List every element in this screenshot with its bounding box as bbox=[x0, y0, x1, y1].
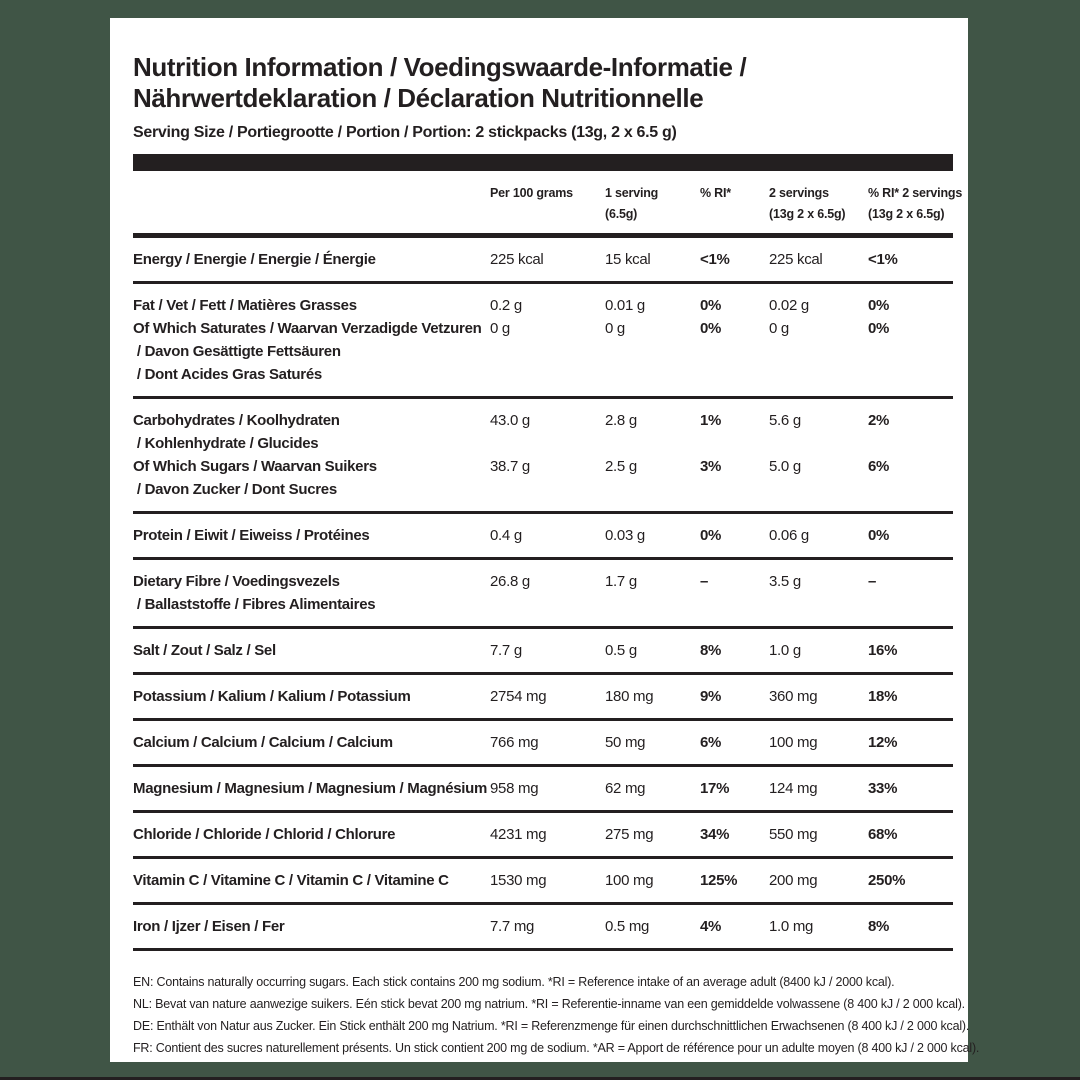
table-row-vitamin-c bbox=[133, 859, 953, 905]
value-line: 0% bbox=[868, 320, 890, 337]
value-line: 0.02 g bbox=[769, 297, 809, 314]
label-line: Carbohydrates / Koolhydraten bbox=[133, 412, 340, 429]
table-row-dietary-fibre bbox=[133, 560, 953, 629]
value-line: 6% bbox=[868, 458, 890, 475]
panel-title bbox=[133, 52, 953, 114]
value-line: 0 g bbox=[605, 320, 625, 337]
row-cell-per100 bbox=[490, 869, 605, 892]
row-cell-per100 bbox=[490, 409, 605, 501]
value-line: 50 mg bbox=[605, 734, 646, 751]
value-line: 0.06 g bbox=[769, 527, 809, 544]
footnote-en: EN: Contains naturally occurring sugars. Each stick contains 200 mg sodium. *RI = Reference intake of an average adult (8400 kJ / 2000 kcal). bbox=[133, 975, 895, 989]
header-cell-2servings bbox=[769, 183, 868, 225]
header-line: % RI* 2 servings bbox=[868, 186, 963, 200]
value-line: 33% bbox=[868, 780, 898, 797]
value-line: 0% bbox=[868, 297, 890, 314]
row-cell-ri bbox=[700, 248, 769, 271]
row-cell-2servings bbox=[769, 685, 868, 708]
row-cell-1serving bbox=[605, 777, 700, 800]
title-line-1: Nutrition Information / Voedingswaarde-Informatie / bbox=[133, 52, 747, 82]
title-line-2: Nährwertdeklaration / Déclaration Nutritionnelle bbox=[133, 83, 704, 113]
row-cell-2servings bbox=[769, 869, 868, 892]
value-line: 3% bbox=[700, 458, 722, 475]
value-line: 0.03 g bbox=[605, 527, 645, 544]
footnote-fr: FR: Contient des sucres naturellement présents. Un stick contient 200 mg de sodium. *AR = Apport de référence pour un adulte moyen (8 400 kJ / 2 000 kcal). bbox=[133, 1041, 980, 1055]
row-cell-2servings bbox=[769, 570, 868, 616]
row-label bbox=[133, 409, 490, 501]
row-cell-1serving bbox=[605, 731, 700, 754]
row-label bbox=[133, 731, 490, 754]
row-cell-ri-2servings bbox=[868, 915, 953, 938]
value-line: 0.5 g bbox=[605, 642, 637, 659]
row-label bbox=[133, 823, 490, 846]
row-cell-2servings bbox=[769, 639, 868, 662]
row-cell-ri-2servings bbox=[868, 869, 953, 892]
label-line: Of Which Sugars / Waarvan Suikers bbox=[133, 458, 377, 475]
value-line: 4231 mg bbox=[490, 826, 547, 843]
row-cell-ri bbox=[700, 869, 769, 892]
value-line: 0% bbox=[868, 527, 890, 544]
footnote-de: DE: Enthält von Natur aus Zucker. Ein Stick enthält 200 mg Natrium. *RI = Referenzmenge für einen durchschnittlichen Erwachsenen (8 400 kJ / 2 000 kcal). bbox=[133, 1019, 970, 1033]
value-line: 18% bbox=[868, 688, 898, 705]
header-cell-1serving bbox=[605, 183, 700, 225]
header-line: (13g 2 x 6.5g) bbox=[769, 207, 846, 221]
value-line: 7.7 mg bbox=[490, 918, 535, 935]
serving-size-line: Serving Size / Portiegrootte / Portion / Portion: 2 stickpacks (13g, 2 x 6.5 g) bbox=[133, 124, 677, 141]
value-line: 43.0 g bbox=[490, 412, 530, 429]
value-line: <1% bbox=[868, 251, 898, 268]
row-cell-ri bbox=[700, 685, 769, 708]
value-line: 0% bbox=[700, 527, 722, 544]
value-line: 100 mg bbox=[769, 734, 818, 751]
table-row-calcium bbox=[133, 721, 953, 767]
row-cell-1serving bbox=[605, 524, 700, 547]
value-line: 26.8 g bbox=[490, 573, 530, 590]
divider-bar-thick bbox=[133, 154, 953, 171]
row-cell-ri bbox=[700, 777, 769, 800]
row-label bbox=[133, 524, 490, 547]
value-line: 1.7 g bbox=[605, 573, 637, 590]
value-line: 62 mg bbox=[605, 780, 646, 797]
value-line: 38.7 g bbox=[490, 458, 530, 475]
value-line: 0.5 mg bbox=[605, 918, 650, 935]
label-line: / Davon Zucker / Dont Sucres bbox=[133, 481, 337, 498]
row-cell-ri-2servings bbox=[868, 731, 953, 754]
value-line: 1530 mg bbox=[490, 872, 547, 889]
label-line: / Ballaststoffe / Fibres Alimentaires bbox=[133, 596, 376, 613]
header-line: 2 servings bbox=[769, 186, 829, 200]
value-line: 100 mg bbox=[605, 872, 654, 889]
value-line: 0.4 g bbox=[490, 527, 522, 544]
row-cell-1serving bbox=[605, 823, 700, 846]
table-row-chloride bbox=[133, 813, 953, 859]
row-cell-1serving bbox=[605, 869, 700, 892]
value-line bbox=[769, 432, 868, 455]
label-line: Dietary Fibre / Voedingsvezels bbox=[133, 573, 340, 590]
row-cell-per100 bbox=[490, 524, 605, 547]
row-cell-2servings bbox=[769, 823, 868, 846]
row-cell-ri bbox=[700, 570, 769, 616]
row-cell-1serving bbox=[605, 639, 700, 662]
footnote-nl: NL: Bevat van nature aanwezige suikers. Eén stick bevat 200 mg natrium. *RI = Referentie-inname van een gemiddelde volwassene (8 400 kJ / 2 000 kcal). bbox=[133, 997, 965, 1011]
row-cell-per100 bbox=[490, 685, 605, 708]
value-line: 225 kcal bbox=[769, 251, 823, 268]
row-label bbox=[133, 777, 490, 800]
label-line: Iron / Ijzer / Eisen / Fer bbox=[133, 918, 285, 935]
nutrition-card bbox=[110, 18, 980, 1062]
value-line: – bbox=[700, 573, 709, 590]
value-line bbox=[605, 432, 700, 455]
value-line: <1% bbox=[700, 251, 730, 268]
label-line: Calcium / Calcium / Calcium / Calcium bbox=[133, 734, 393, 751]
label-line: / Dont Acides Gras Saturés bbox=[133, 366, 322, 383]
row-cell-ri bbox=[700, 524, 769, 547]
value-line: 7.7 g bbox=[490, 642, 522, 659]
table-row-carbohydrates bbox=[133, 399, 953, 514]
row-cell-2servings bbox=[769, 731, 868, 754]
header-cell-label bbox=[133, 183, 490, 225]
value-line: 8% bbox=[700, 642, 722, 659]
row-cell-ri-2servings bbox=[868, 294, 953, 386]
value-line: 2.5 g bbox=[605, 458, 637, 475]
row-cell-ri-2servings bbox=[868, 823, 953, 846]
value-line bbox=[700, 432, 769, 455]
row-cell-1serving bbox=[605, 294, 700, 386]
value-line: 550 mg bbox=[769, 826, 818, 843]
row-cell-ri-2servings bbox=[868, 685, 953, 708]
row-label bbox=[133, 869, 490, 892]
value-line: 0 g bbox=[769, 320, 789, 337]
row-label bbox=[133, 248, 490, 271]
row-cell-2servings bbox=[769, 409, 868, 501]
row-cell-ri-2servings bbox=[868, 777, 953, 800]
table-row-protein bbox=[133, 514, 953, 560]
value-line: 16% bbox=[868, 642, 898, 659]
row-cell-per100 bbox=[490, 823, 605, 846]
value-line: 8% bbox=[868, 918, 890, 935]
value-line: 180 mg bbox=[605, 688, 654, 705]
row-cell-per100 bbox=[490, 731, 605, 754]
row-cell-per100 bbox=[490, 294, 605, 386]
row-cell-per100 bbox=[490, 248, 605, 271]
value-line: 12% bbox=[868, 734, 898, 751]
row-label bbox=[133, 570, 490, 616]
value-line: 5.6 g bbox=[769, 412, 801, 429]
label-line: Vitamin C / Vitamine C / Vitamin C / Vitamine C bbox=[133, 872, 449, 889]
row-cell-ri-2servings bbox=[868, 570, 953, 616]
value-line: 360 mg bbox=[769, 688, 818, 705]
table-row-salt bbox=[133, 629, 953, 675]
table-row-energy bbox=[133, 238, 953, 284]
value-line: 9% bbox=[700, 688, 722, 705]
value-line: 2.8 g bbox=[605, 412, 637, 429]
row-cell-ri bbox=[700, 294, 769, 386]
row-label bbox=[133, 639, 490, 662]
header-cell-ri-2servings bbox=[868, 183, 963, 225]
row-cell-ri bbox=[700, 731, 769, 754]
value-line: – bbox=[868, 573, 877, 590]
header-line: (6.5g) bbox=[605, 207, 638, 221]
row-cell-2servings bbox=[769, 777, 868, 800]
value-line bbox=[868, 432, 953, 455]
label-line: Energy / Energie / Energie / Énergie bbox=[133, 251, 376, 268]
value-line: 958 mg bbox=[490, 780, 539, 797]
value-line: 3.5 g bbox=[769, 573, 801, 590]
row-label bbox=[133, 294, 490, 386]
value-line: 0% bbox=[700, 320, 722, 337]
value-line: 124 mg bbox=[769, 780, 818, 797]
value-line: 0.2 g bbox=[490, 297, 522, 314]
value-line: 17% bbox=[700, 780, 730, 797]
footnotes bbox=[133, 971, 980, 1059]
value-line: 250% bbox=[868, 872, 906, 889]
header-line: 1 serving bbox=[605, 186, 659, 200]
header-line: (13g 2 x 6.5g) bbox=[868, 207, 945, 221]
table-row-magnesium bbox=[133, 767, 953, 813]
label-line: Of Which Saturates / Waarvan Verzadigde Vetzuren bbox=[133, 320, 482, 337]
row-cell-1serving bbox=[605, 570, 700, 616]
header-cell-ri bbox=[700, 183, 769, 225]
row-cell-2servings bbox=[769, 524, 868, 547]
label-line: Chloride / Chloride / Chlorid / Chlorure bbox=[133, 826, 396, 843]
label-line: Salt / Zout / Salz / Sel bbox=[133, 642, 276, 659]
row-cell-1serving bbox=[605, 915, 700, 938]
table-row-iron bbox=[133, 905, 953, 951]
row-cell-ri-2servings bbox=[868, 524, 953, 547]
row-cell-ri bbox=[700, 639, 769, 662]
header-cell-per100 bbox=[490, 183, 605, 225]
row-cell-ri-2servings bbox=[868, 248, 953, 271]
row-cell-2servings bbox=[769, 915, 868, 938]
row-cell-per100 bbox=[490, 639, 605, 662]
value-line: 6% bbox=[700, 734, 722, 751]
value-line: 225 kcal bbox=[490, 251, 544, 268]
value-line: 2754 mg bbox=[490, 688, 547, 705]
value-line: 34% bbox=[700, 826, 730, 843]
label-line: Potassium / Kalium / Kalium / Potassium bbox=[133, 688, 411, 705]
header-line: Per 100 grams bbox=[490, 186, 573, 200]
label-line: / Davon Gesättigte Fettsäuren bbox=[133, 343, 341, 360]
table-row-potassium bbox=[133, 675, 953, 721]
row-cell-per100 bbox=[490, 915, 605, 938]
value-line: 4% bbox=[700, 918, 722, 935]
value-line: 0% bbox=[700, 297, 722, 314]
row-cell-ri-2servings bbox=[868, 639, 953, 662]
value-line: 0 g bbox=[490, 320, 510, 337]
row-cell-ri bbox=[700, 915, 769, 938]
value-line: 275 mg bbox=[605, 826, 654, 843]
row-cell-per100 bbox=[490, 777, 605, 800]
header-line: % RI* bbox=[700, 186, 731, 200]
value-line: 5.0 g bbox=[769, 458, 801, 475]
value-line: 15 kcal bbox=[605, 251, 651, 268]
table-header-row bbox=[133, 171, 963, 238]
row-cell-per100 bbox=[490, 570, 605, 616]
value-line: 1% bbox=[700, 412, 722, 429]
value-line: 200 mg bbox=[769, 872, 818, 889]
label-line: / Kohlenhydrate / Glucides bbox=[133, 435, 319, 452]
row-cell-ri bbox=[700, 823, 769, 846]
row-cell-ri-2servings bbox=[868, 409, 953, 501]
row-cell-ri bbox=[700, 409, 769, 501]
row-cell-1serving bbox=[605, 409, 700, 501]
value-line: 1.0 g bbox=[769, 642, 801, 659]
row-cell-1serving bbox=[605, 685, 700, 708]
row-label bbox=[133, 685, 490, 708]
value-line: 2% bbox=[868, 412, 890, 429]
value-line: 766 mg bbox=[490, 734, 539, 751]
row-label bbox=[133, 915, 490, 938]
value-line: 1.0 mg bbox=[769, 918, 814, 935]
row-cell-2servings bbox=[769, 294, 868, 386]
label-line: Fat / Vet / Fett / Matières Grasses bbox=[133, 297, 357, 314]
value-line: 68% bbox=[868, 826, 898, 843]
value-line: 125% bbox=[700, 872, 738, 889]
value-line: 0.01 g bbox=[605, 297, 645, 314]
row-cell-1serving bbox=[605, 248, 700, 271]
table-body bbox=[133, 238, 953, 951]
label-line: Protein / Eiwit / Eiweiss / Protéines bbox=[133, 527, 370, 544]
table-row-fat bbox=[133, 284, 953, 399]
label-line: Magnesium / Magnesium / Magnesium / Magnésium bbox=[133, 780, 488, 797]
value-line bbox=[490, 432, 605, 455]
row-cell-2servings bbox=[769, 248, 868, 271]
